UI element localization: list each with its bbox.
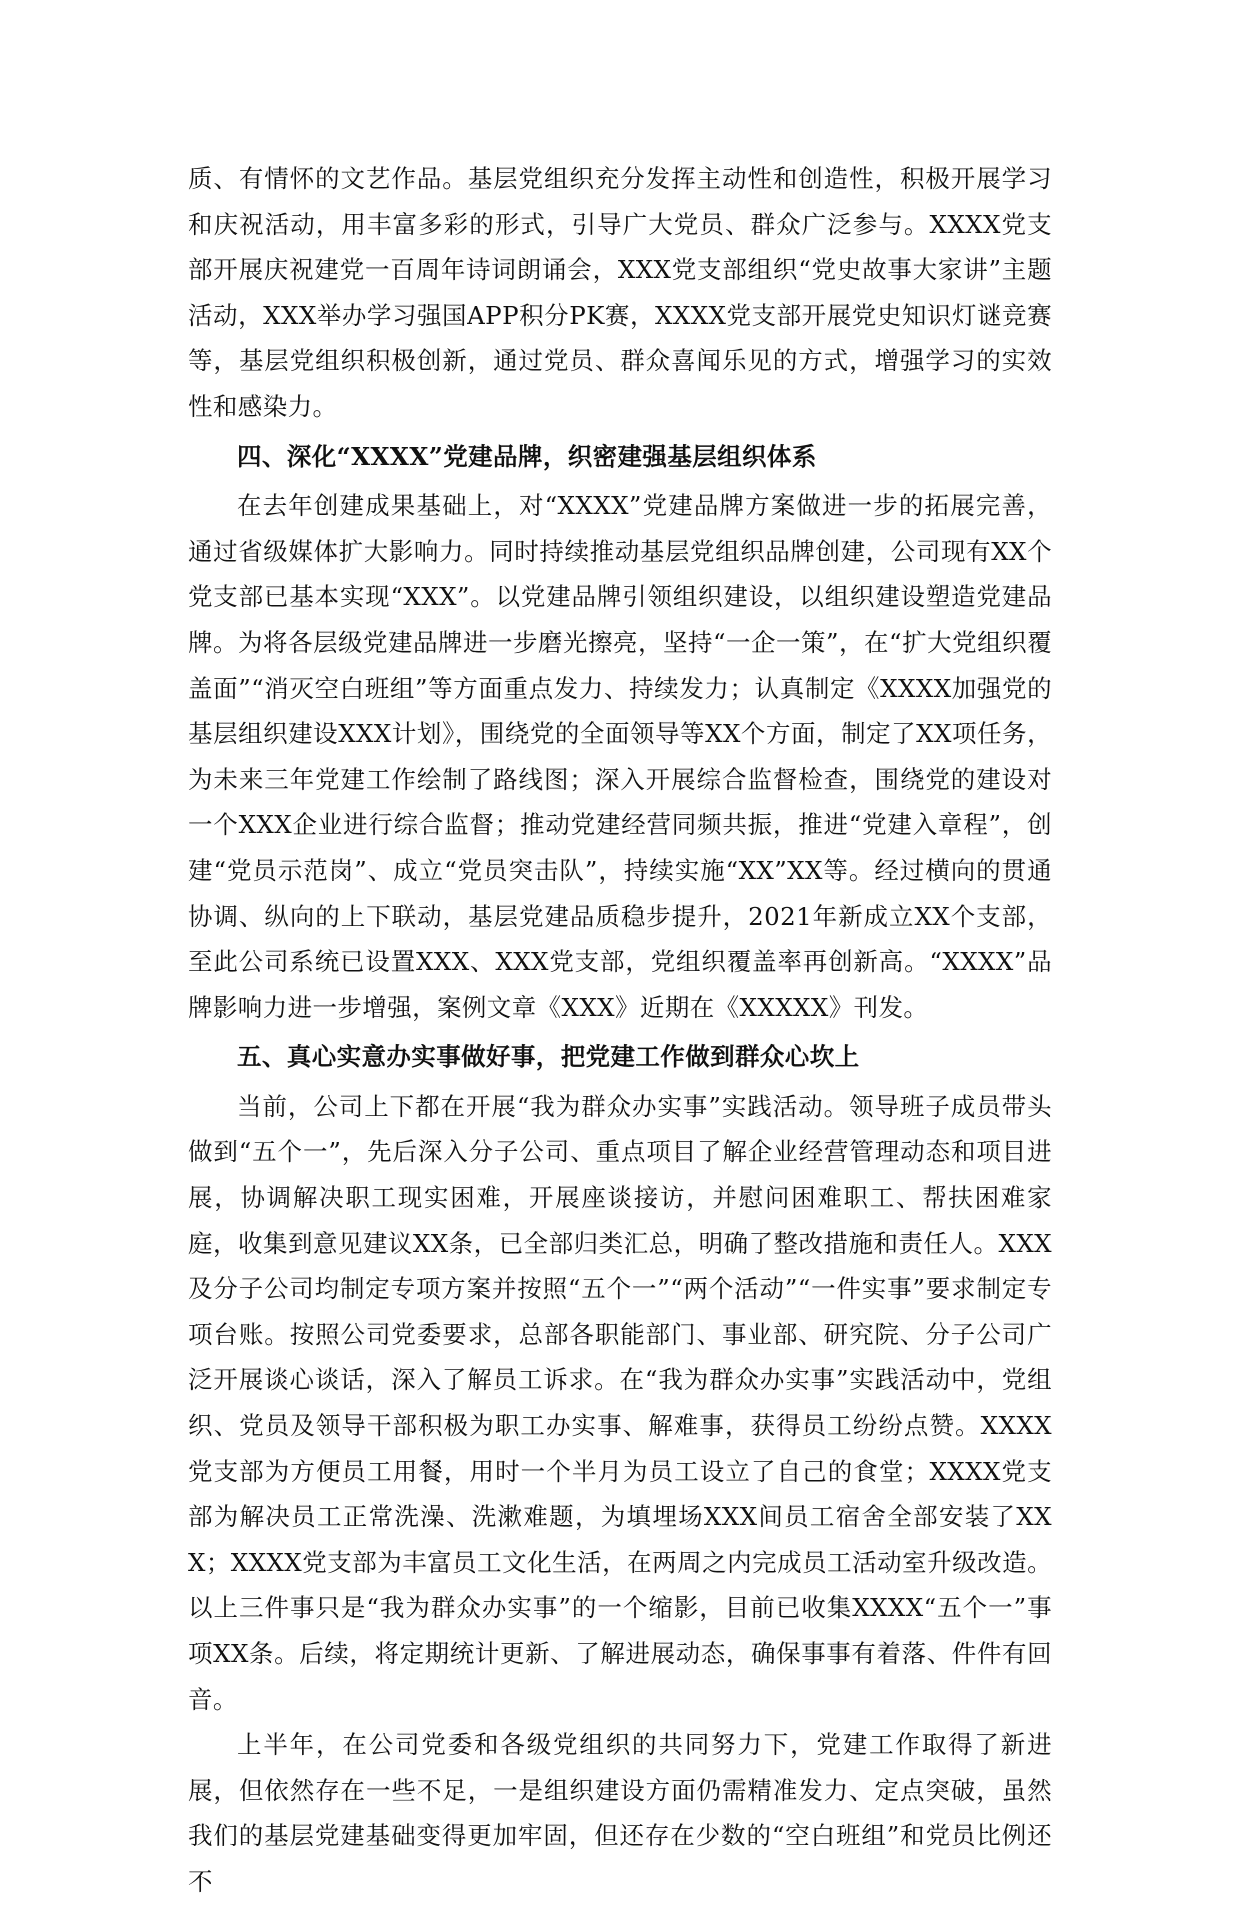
paragraph-practical-deeds: 当前，公司上下都在开展“我为群众办实事”实践活动。领导班子成员带头做到“五个一”，先后深入分子公司、重点项目了解企业经营管理动态和项目进展，协调解决职工现实困难，开展座谈接访，并慰问困难职工、帮扶困难家庭，收集到意见建议XX条，已全部归类汇总，明确了整改措施和责任人。XXX及分子公司均制定专项方案并按照“五个一”“两个活动”“一件实事”要求制定专项台账。按照公司党委要求，总部各职能部门、事业部、研究院、分子公司广泛开展谈心谈话，深入了解员工诉求。在“我为群众办实事”实践活动中，党组织、党员及领导干部积极为职工办实事、解难事，获得员工纷纷点赞。XXXX党支部为方便员工用餐，用时一个半月为员工设立了自己的食堂；XXXX党支部为解决员工正常洗澡、洗漱难题，为填埋场XXX间员工宿舍全部安装了XXX；XXXX党支部为丰富员工文化生活，在两周之内完成员工活动室升级改造。以上三件事只是“我为群众办实事”的一个缩影，目前已收集XXXX“五个一”事项XX条。后续，将定期统计更新、了解进展动态，确保事事有着落、件件有回音。 [188, 1091, 1052, 1714]
document-page [188, 156, 1052, 1905]
section-heading-four: 四、深化“XXXX”党建品牌，织密建强基层组织体系 [237, 441, 817, 471]
paragraph-literary-works: 质、有情怀的文艺作品。基层党组织充分发挥主动性和创造性，积极开展学习和庆祝活动，用丰富多彩的形式，引导广大党员、群众广泛参与。XXXX党支部开展庆祝建党一百周年诗词朗诵会，XXX党支部组织“党史故事大家讲”主题活动，XXX举办学习强国APP积分PK赛，XXXX党支部开展党史知识灯谜竞赛等，基层党组织积极创新，通过党员、群众喜闻乐见的方式，增强学习的实效性和感染力。 [188, 164, 1052, 421]
paragraph-party-brand: 在去年创建成果基础上，对“XXXX”党建品牌方案做进一步的拓展完善，通过省级媒体扩大影响力。同时持续推动基层党组织品牌创建，公司现有XX个党支部已基本实现“XXX”。以党建品牌引领组织建设，以组织建设塑造党建品牌。为将各层级党建品牌进一步磨光擦亮，坚持“一企一策”，在“扩大党组织覆盖面”“消灭空白班组”等方面重点发力、持续发力；认真制定《XXXX加强党的基层组织建设XXX计划》，围绕党的全面领导等XX个方面，制定了XX项任务，为未来三年党建工作绘制了路线图；深入开展综合监督检查，围绕党的建设对一个XXX企业进行综合监督；推动党建经营同频共振，推进“党建入章程”，创建“党员示范岗”、成立“党员突击队”，持续实施“XX”XX等。经过横向的贯通协调、纵向的上下联动，基层党建品质稳步提升，2021年新成立XX个支部，至此公司系统已设置XXX、XXX党支部，党组织覆盖率再创新高。“XXXX”品牌影响力进一步增强，案例文章《XXX》近期在《XXXXX》刊发。 [188, 491, 1052, 1022]
section-heading-five: 五、真心实意办实事做好事，把党建工作做到群众心坎上 [237, 1042, 860, 1072]
paragraph-first-half-summary: 上半年，在公司党委和各级党组织的共同努力下，党建工作取得了新进展，但依然存在一些不足，一是组织建设方面仍需精准发力、定点突破，虽然我们的基层党建基础变得更加牢固，但还存在少数的“空白班组”和党员比例还不 [188, 1730, 1052, 1896]
